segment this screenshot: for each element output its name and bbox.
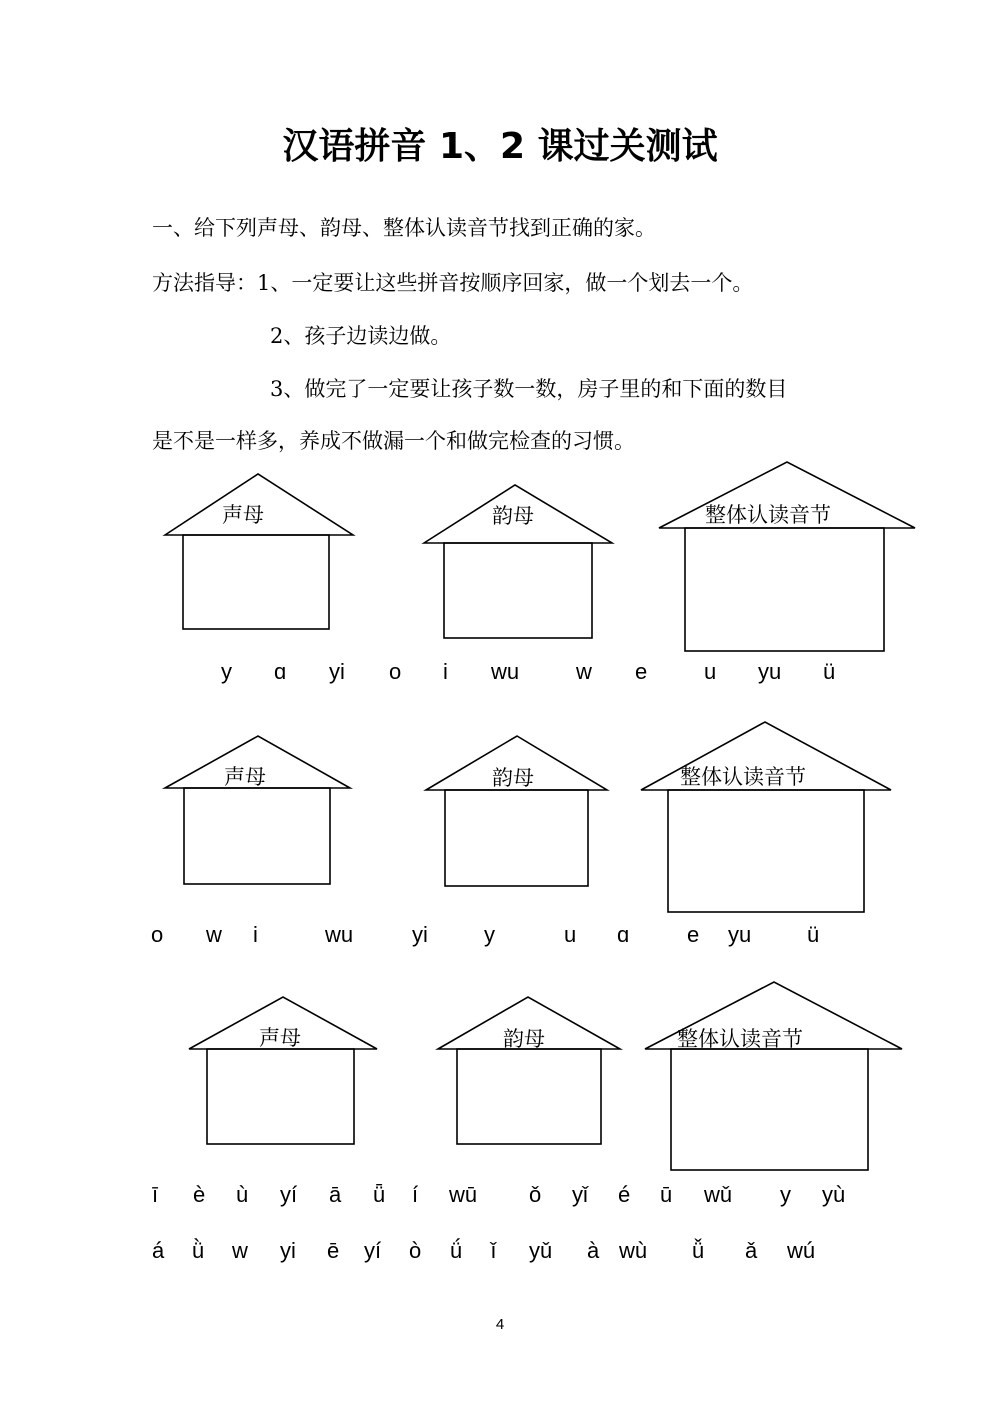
pinyin-item: à bbox=[587, 1238, 600, 1263]
pinyin-item: wu bbox=[325, 922, 354, 947]
pinyin-item: ǘ bbox=[450, 1238, 463, 1263]
pinyin-item: wū bbox=[449, 1182, 478, 1207]
pinyin-item: o bbox=[151, 922, 164, 947]
pinyin-item: e bbox=[687, 922, 700, 947]
pinyin-item: ǐ bbox=[491, 1238, 496, 1263]
pinyin-item: wǔ bbox=[704, 1182, 733, 1207]
pinyin-item: u bbox=[704, 659, 717, 684]
pinyin-item: ā bbox=[329, 1182, 342, 1207]
pinyin-item: ù bbox=[236, 1182, 249, 1207]
instruction-line-2: 方法指导：1、一定要让这些拼音按顺序回家，做一个划去一个。 bbox=[152, 271, 754, 295]
box-zhengti-1 bbox=[685, 528, 884, 651]
pinyin-item: ü bbox=[823, 659, 836, 684]
house-shengmu-1 bbox=[165, 474, 353, 629]
house-yunmu-2 bbox=[426, 736, 607, 886]
house-yunmu-3 bbox=[438, 997, 620, 1144]
box-yunmu-3 bbox=[457, 1049, 601, 1144]
pinyin-item: ü bbox=[807, 922, 820, 947]
pinyin-item: ī bbox=[152, 1182, 159, 1207]
pinyin-item: w bbox=[206, 922, 222, 947]
box-yunmu-2 bbox=[445, 790, 588, 886]
pinyin-item: w bbox=[576, 659, 592, 684]
pinyin-item: w bbox=[232, 1238, 248, 1263]
pinyin-item: yu bbox=[758, 659, 782, 684]
pinyin-item: yǔ bbox=[529, 1238, 553, 1263]
pinyin-item: è bbox=[193, 1182, 206, 1207]
pinyin-item: ē bbox=[327, 1238, 340, 1263]
pinyin-item: y bbox=[780, 1182, 791, 1207]
pinyin-item: i bbox=[443, 659, 448, 684]
house-shengmu-3 bbox=[189, 997, 377, 1144]
pinyin-item: u bbox=[564, 922, 577, 947]
house-label-zhengti-3: 整体认读音节 bbox=[677, 1027, 803, 1051]
box-zhengti-3 bbox=[671, 1049, 868, 1170]
box-zhengti-2 bbox=[668, 790, 864, 912]
pinyin-item: yi bbox=[412, 922, 428, 947]
pinyin-item: wù bbox=[619, 1238, 648, 1263]
pinyin-item: ǜ bbox=[192, 1238, 205, 1263]
pinyin-item: yù bbox=[822, 1182, 846, 1207]
house-zhengti-3 bbox=[645, 982, 902, 1170]
pinyin-item: wú bbox=[787, 1238, 816, 1263]
house-label-shengmu-3: 声母 bbox=[259, 1026, 301, 1050]
pinyin-item: yǐ bbox=[572, 1182, 588, 1207]
box-shengmu-2 bbox=[184, 788, 330, 884]
house-label-shengmu-2: 声母 bbox=[224, 765, 266, 789]
house-zhengti-1 bbox=[659, 462, 915, 651]
instruction-line-1: 一、给下列声母、韵母、整体认读音节找到正确的家。 bbox=[152, 216, 656, 240]
box-shengmu-3 bbox=[207, 1049, 354, 1144]
house-zhengti-2 bbox=[641, 722, 891, 912]
pinyin-item: ɑ bbox=[274, 659, 287, 684]
pinyin-item: ǚ bbox=[692, 1238, 705, 1263]
pinyin-item: á bbox=[152, 1238, 165, 1263]
house-label-zhengti-1: 整体认读音节 bbox=[705, 503, 831, 527]
pinyin-item: wu bbox=[491, 659, 520, 684]
pinyin-item: i bbox=[253, 922, 258, 947]
pinyin-item: yí bbox=[280, 1182, 298, 1207]
house-label-zhengti-2: 整体认读音节 bbox=[680, 765, 806, 789]
pinyin-item: ǎ bbox=[745, 1238, 758, 1263]
house-label-yunmu-2: 韵母 bbox=[492, 766, 534, 790]
pinyin-item: yí bbox=[364, 1238, 382, 1263]
house-label-yunmu-1: 韵母 bbox=[492, 504, 534, 528]
pinyin-item: í bbox=[412, 1182, 419, 1207]
page-number: 4 bbox=[495, 1316, 505, 1333]
pinyin-item: e bbox=[635, 659, 648, 684]
house-label-shengmu-1: 声母 bbox=[222, 503, 264, 527]
instruction-line-3: 2、孩子边读边做。 bbox=[270, 324, 452, 348]
pinyin-item: ǖ bbox=[373, 1182, 386, 1207]
box-yunmu-1 bbox=[444, 543, 592, 638]
pinyin-item: y bbox=[484, 922, 495, 947]
pinyin-item: y bbox=[221, 659, 232, 684]
pinyin-item: é bbox=[618, 1182, 631, 1207]
pinyin-item: yu bbox=[728, 922, 752, 947]
house-shengmu-2 bbox=[165, 736, 350, 884]
pinyin-item: ǒ bbox=[529, 1182, 542, 1207]
pinyin-item: ò bbox=[409, 1238, 422, 1263]
pinyin-item: yi bbox=[280, 1238, 296, 1263]
instruction-line-4: 3、做完了一定要让孩子数一数，房子里的和下面的数目 bbox=[270, 377, 788, 401]
page-title: 汉语拼音 1、2 课过关测试 bbox=[282, 126, 718, 167]
pinyin-item: ū bbox=[660, 1182, 673, 1207]
instruction-line-5: 是不是一样多，养成不做漏一个和做完检查的习惯。 bbox=[152, 429, 635, 453]
pinyin-item: yi bbox=[329, 659, 345, 684]
pinyin-item: o bbox=[389, 659, 402, 684]
house-label-yunmu-3: 韵母 bbox=[503, 1027, 545, 1051]
pinyin-item: ɑ bbox=[617, 922, 630, 947]
box-shengmu-1 bbox=[183, 535, 329, 629]
